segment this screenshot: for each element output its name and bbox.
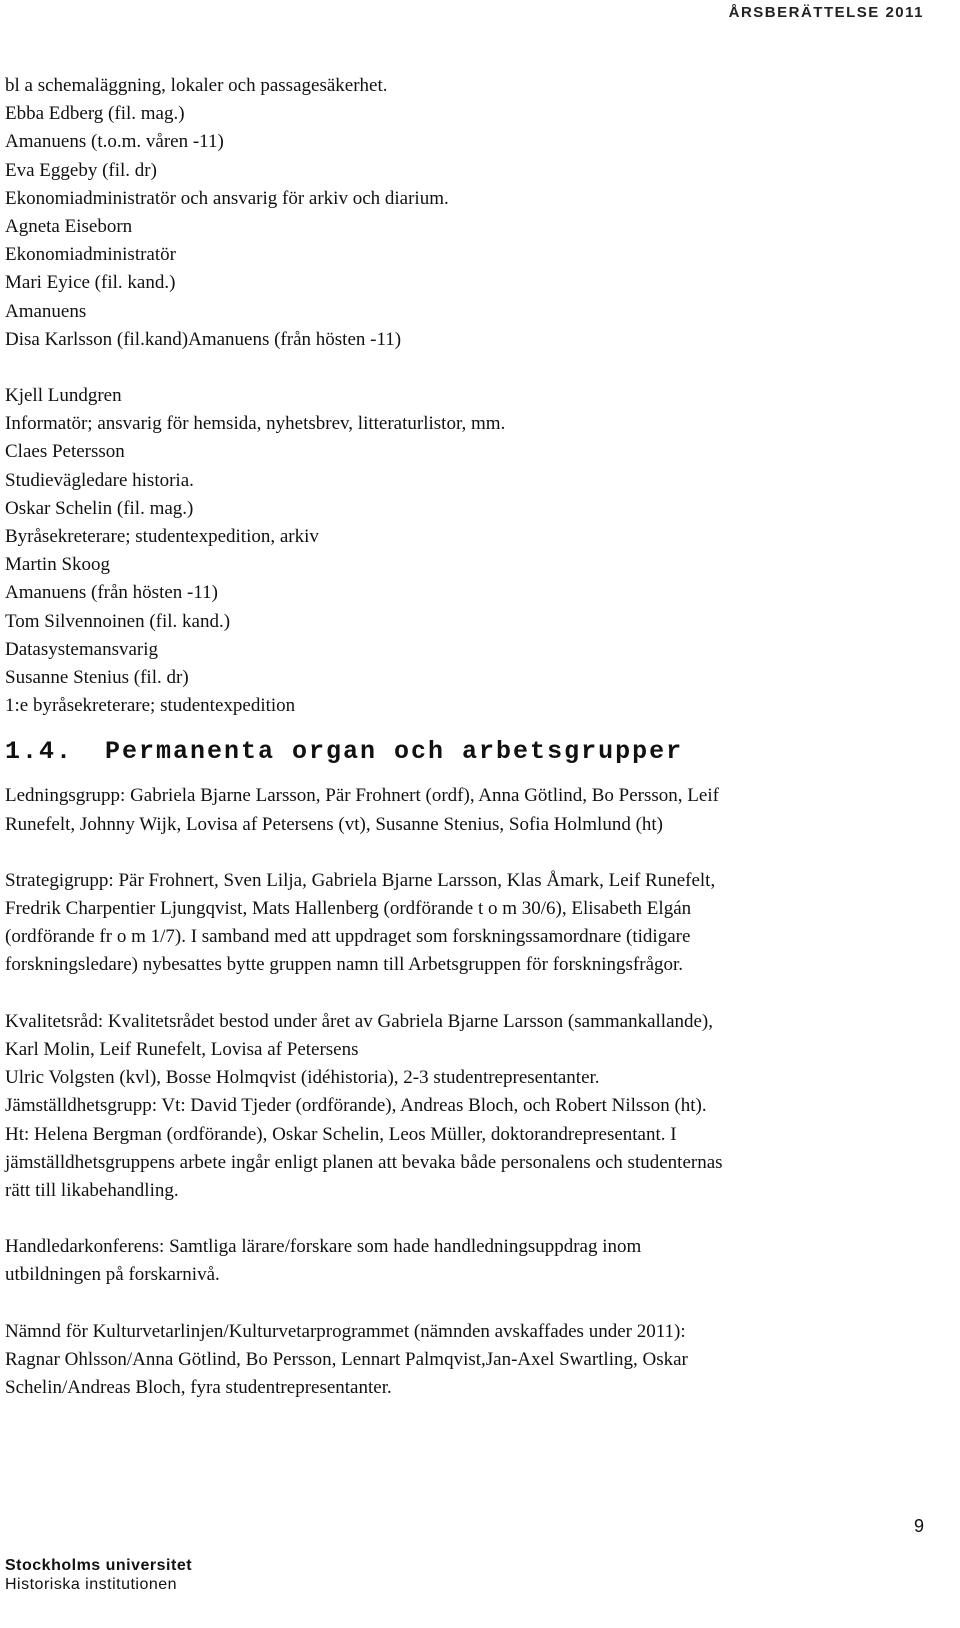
paragraph-line: utbildningen på forskarnivå. <box>5 1264 220 1286</box>
staff-line: Kjell Lundgren <box>5 385 122 407</box>
paragraph-line: Runefelt, Johnny Wijk, Lovisa af Petersens (vt), Susanne Stenius, Sofia Holmlund (ht) <box>5 813 663 835</box>
report-header: ÅRSBERÄTTELSE 2011 <box>728 4 924 21</box>
section-number: 1.4. <box>5 737 74 767</box>
staff-line: 1:e byråsekreterare; studentexpedition <box>5 695 296 717</box>
staff-line: Byråsekreterare; studentexpedition, arkiv <box>5 526 319 548</box>
staff-line: Eva Eggeby (fil. dr) <box>5 159 157 181</box>
staff-line: Ebba Edberg (fil. mag.) <box>5 103 185 125</box>
staff-list-continued <box>5 382 940 720</box>
footer-university: Stockholms universitet <box>5 1557 193 1574</box>
paragraph-line: Schelin/Andreas Bloch, fyra studentrepresentanter. <box>5 1376 392 1398</box>
staff-line: Amanuens (från hösten -11) <box>5 582 218 604</box>
paragraph <box>5 1233 940 1289</box>
paragraph-line: Ht: Helena Bergman (ordförande), Oskar Schelin, Leos Müller, doktorandrepresentant. I <box>5 1123 677 1145</box>
staff-line: Ekonomiadministratör och ansvarig för arkiv och diarium. <box>5 187 449 209</box>
staff-line: bl a schemaläggning, lokaler och passagesäkerhet. <box>5 75 388 96</box>
staff-list <box>5 72 940 354</box>
paragraph-line: jämställdhetsgruppens arbete ingår enligt planen att bevaka både personalens och studenternas <box>5 1151 723 1173</box>
staff-line: Martin Skoog <box>5 554 111 576</box>
footer-department: Historiska institutionen <box>5 1576 178 1593</box>
paragraph-line: Ledningsgrupp: Gabriela Bjarne Larsson, Pär Frohnert (ordf), Anna Götlind, Bo Persson, Leif <box>5 785 719 807</box>
paragraph <box>5 1318 940 1403</box>
staff-line: Claes Petersson <box>5 441 125 463</box>
paragraph <box>5 1008 940 1205</box>
paragraph-line: Nämnd för Kulturvetarlinjen/Kulturvetarprogrammet (nämnden avskaffades under 2011): <box>5 1320 686 1342</box>
paragraph-line: Ragnar Ohlsson/Anna Götlind, Bo Persson, Lennart Palmqvist,Jan-Axel Swartling, Oskar <box>5 1348 688 1370</box>
paragraph-line: Handledarkonferens: Samtliga lärare/forskare som hade handledningsuppdrag inom <box>5 1236 642 1258</box>
staff-line: Ekonomiadministratör <box>5 244 176 266</box>
staff-line: Agneta Eiseborn <box>5 216 133 238</box>
paragraph-line: Fredrik Charpentier Ljungqvist, Mats Hallenberg (ordförande t o m 30/6), Elisabeth Elgán <box>5 898 692 920</box>
paragraph-line: Ulric Volgsten (kvl), Bosse Holmqvist (idéhistoria), 2-3 studentrepresentanter. <box>5 1067 600 1089</box>
staff-line: Mari Eyice (fil. kand.) <box>5 272 176 294</box>
paragraph <box>5 867 940 980</box>
staff-line: Studievägledare historia. <box>5 469 194 491</box>
staff-line: Susanne Stenius (fil. dr) <box>5 667 189 689</box>
staff-line: Tom Silvennoinen (fil. kand.) <box>5 610 231 632</box>
staff-line: Disa Karlsson (fil.kand)Amanuens (från hösten -11) <box>5 328 402 350</box>
paragraph-line: Strategigrupp: Pär Frohnert, Sven Lilja, Gabriela Bjarne Larsson, Klas Åmark, Leif Runefelt, <box>5 869 716 891</box>
staff-line: Oskar Schelin (fil. mag.) <box>5 497 194 519</box>
staff-line: Datasystemansvarig <box>5 638 159 660</box>
staff-line: Amanuens (t.o.m. våren -11) <box>5 131 224 153</box>
section-paragraphs <box>5 782 940 1402</box>
section-heading <box>5 736 940 768</box>
paragraph-line: rätt till likabehandling. <box>5 1179 179 1201</box>
paragraph-line: Jämställdhetsgrupp: Vt: David Tjeder (ordförande), Andreas Bloch, och Robert Nilsson (ht). <box>5 1095 707 1117</box>
paragraph-line: forskningsledare) nybesattes bytte gruppen namn till Arbetsgruppen för forskningsfrågor. <box>5 954 684 976</box>
paragraph-line: Karl Molin, Leif Runefelt, Lovisa af Petersens <box>5 1038 359 1060</box>
page-number: 9 <box>913 1516 924 1536</box>
paragraph-line: Kvalitetsråd: Kvalitetsrådet bestod under året av Gabriela Bjarne Larsson (sammankallande), <box>5 1010 714 1032</box>
staff-line: Amanuens <box>5 300 87 322</box>
spacer <box>5 354 940 382</box>
document-body <box>5 72 940 1430</box>
paragraph-line: (ordförande fr o m 1/7). I samband med att uppdraget som forskningssamordnare (tidigare <box>5 926 691 948</box>
section-title: Permanenta organ och arbetsgrupper <box>105 737 684 767</box>
staff-line: Informatör; ansvarig för hemsida, nyhetsbrev, litteraturlistor, mm. <box>5 413 506 435</box>
footer <box>5 1556 192 1594</box>
paragraph <box>5 782 940 838</box>
